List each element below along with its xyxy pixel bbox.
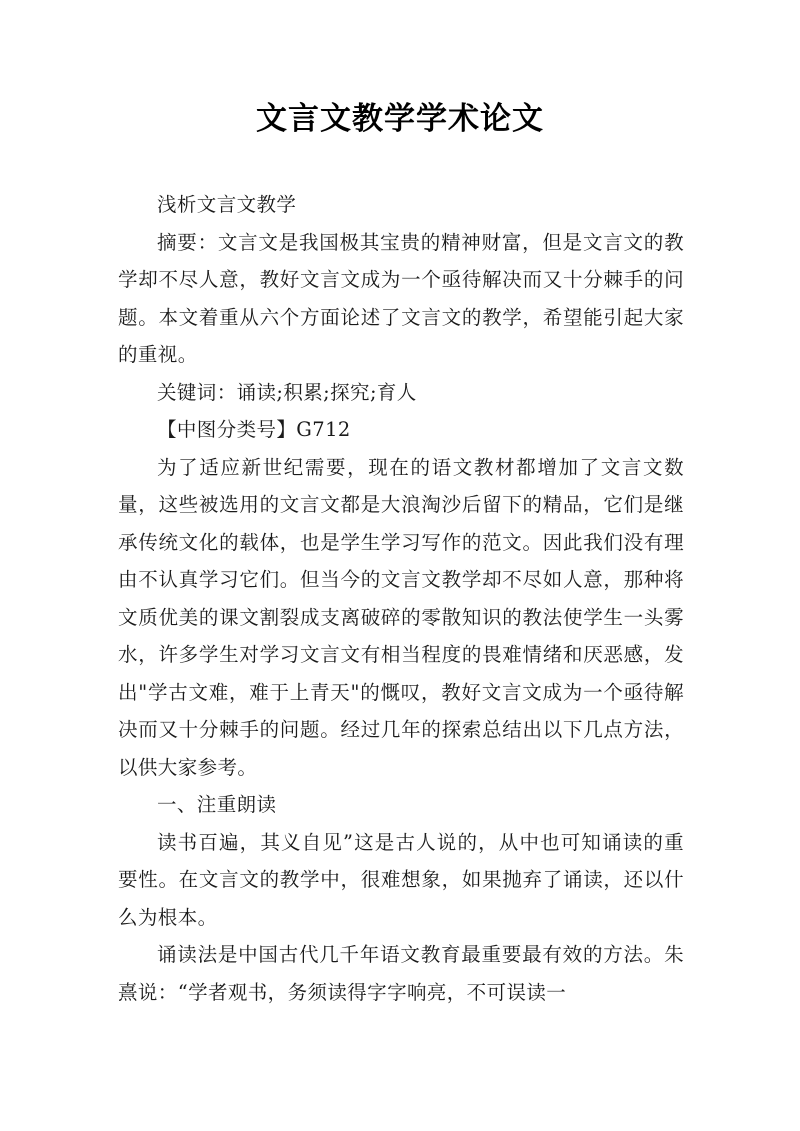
classification-number: 【中图分类号】G712 [157, 418, 351, 441]
paper-subtitle: 浅析文言文教学 [157, 193, 297, 216]
abstract-paragraph: 摘要：文言文是我国极其宝贵的精神财富，但是文言文的教学却不尽人意，教好文言文成为一个亟待解决而又十分棘手的问题。本文着重从六个方面论述了文言文的教学，希望能引起大家的重视。 [118, 230, 684, 366]
intro-paragraph: 为了适应新世纪需要，现在的语文教材都增加了文言文数量，这些被选用的文言文都是大浪淘沙后留下的精品，它们是继承传统文化的载体，也是学生学习写作的范文。因此我们没有理由不认真学习它们。但当今的文言文教学却不尽如人意，那种将文质优美的课文割裂成支离破碎的零散知识的教法使学生一头雾水，许多学生对学习文言文有相当程度的畏难情绪和厌恶感，发出"学古文难，难于上青天"的慨叹，教好文言文成为一个亟待解决而又十分棘手的问题。经过几年的探索总结出以下几点方法，以供大家参考。 [118, 455, 684, 779]
keywords-line: 关键词：诵读;积累;探究;育人 [157, 380, 417, 404]
document-body [118, 186, 684, 1011]
recitation-paragraph: 诵读法是中国古代几千年语文教育最重要最有效的方法。朱熹说：“学者观书，务须读得字字响亮，不可误读一 [118, 943, 684, 1004]
reading-paragraph: 读书百遍，其义自见”这是古人说的，从中也可知诵读的重要性。在文言文的教学中，很难想象，如果抛弃了诵读，还以什么为根本。 [118, 830, 684, 929]
document-title: 文言文教学学术论文 [256, 101, 544, 137]
section-heading-reading: 一、注重朗读 [157, 793, 277, 816]
